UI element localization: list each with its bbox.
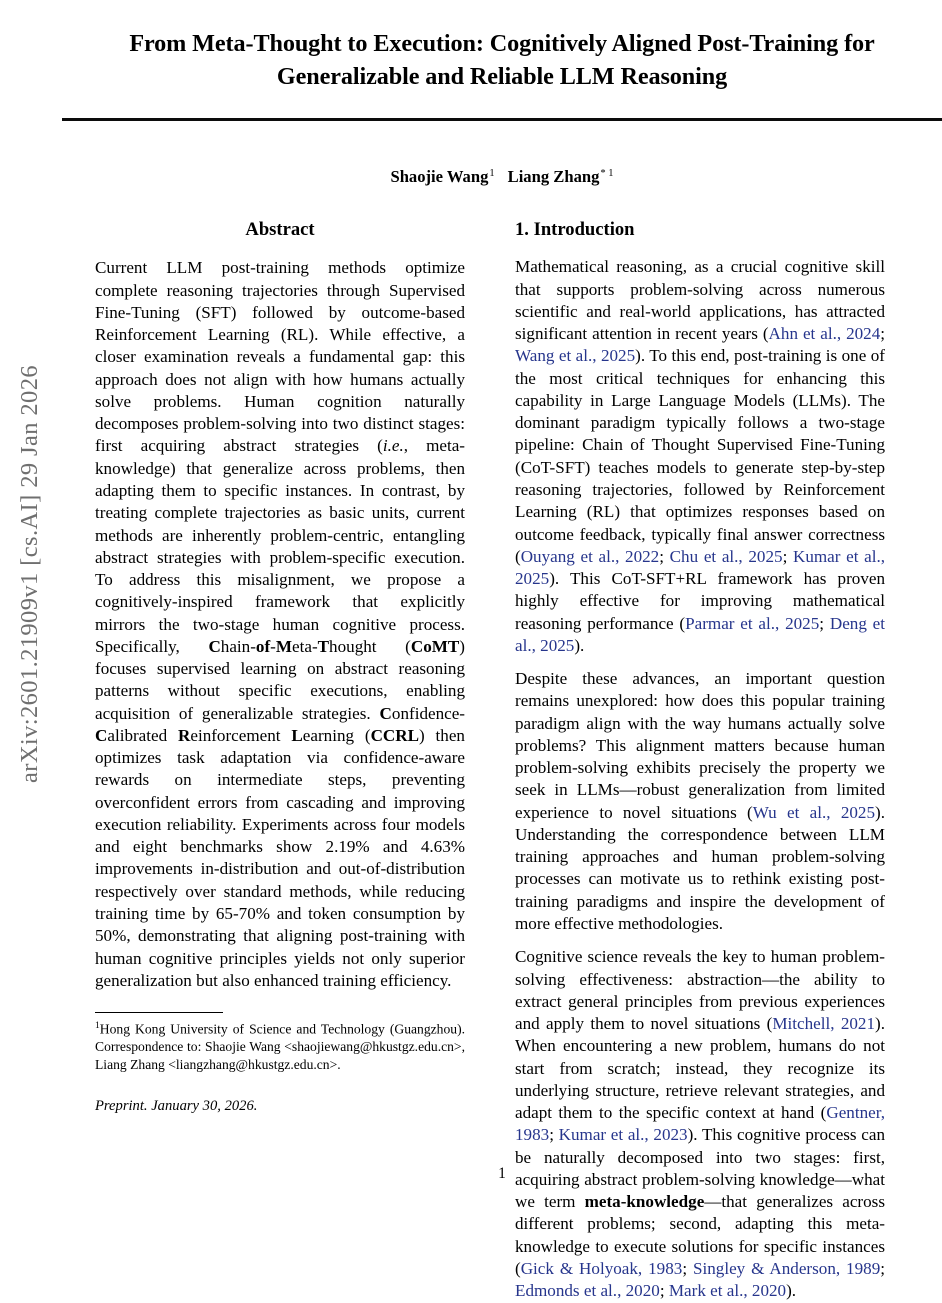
citation-ahn-2024[interactable]: Ahn et al., 2024 [768, 324, 881, 344]
abstract-bold-l: L [291, 725, 303, 745]
footnote-divider [95, 1012, 223, 1013]
intro-p3-text-g: ; [880, 1259, 885, 1278]
citation-parmar-2025[interactable]: Parmar et al., 2025 [685, 613, 820, 633]
intro-p1-text-g: ; [819, 613, 830, 633]
citation-kumar-2023[interactable]: Kumar et al., 2023 [558, 1125, 688, 1145]
abstract-text-part-6: hought ( [329, 636, 411, 656]
abstract-text-part-2: , meta-knowledge) that generalize across problems, then adapting them to specific instances. In contrast, by treating complete trajectories as basic units, current methods are inherently problem-centric, entangling abstract strategies with problem-specific execution. To address this misalignment, we propose a cognitively-inspired framework that explicitly mirrors the two-stage human cognitive process. Specifically, [95, 436, 465, 656]
abstract-text-part-11: earning ( [302, 725, 371, 745]
intro-p3-text-i: ). [786, 1281, 797, 1301]
paper-page [62, 0, 942, 1301]
citation-wu-2025[interactable]: Wu et al., 2025 [752, 802, 876, 822]
abstract-bold-r: R [178, 725, 191, 745]
citation-gick-holyoak-1983[interactable]: Gick & Holyoak, 1983 [520, 1259, 683, 1278]
intro-p2-text-a: Despite these advances, an important question remains unexplored: how does this popular training paradigm align with the way humans actually solve problems? This alignment matters because human problem-solving exhibits precisely the property we seek in LLMs—robust generalization from limited experience to novel situations ( [515, 669, 885, 822]
abstract-text-part-7: ) focuses supervised learning on abstract reasoning patterns without specific executions, enabling acquisition of generalizable strategies. [95, 636, 465, 723]
intro-p1-text-h: ). [574, 635, 585, 655]
abstract-italic-ie: i.e. [382, 436, 404, 456]
footnote-marker: 1 [95, 1020, 100, 1032]
title-block [62, 0, 942, 121]
intro-paragraph-1 [515, 256, 885, 657]
intro-p3-text-d: ). This cognitive process can be naturally decomposed into two stages: first, acquiring abstract problem-solving knowledge—what we term [515, 1125, 885, 1212]
citation-mitchell-2021[interactable]: Mitchell, 2021 [772, 1014, 876, 1034]
page-number: 1 [498, 1165, 506, 1182]
preprint-line: Preprint. January 30, 2026. [95, 1097, 258, 1114]
intro-p1-text-e: ; [782, 546, 793, 566]
abstract-bold-c: C [208, 636, 221, 656]
author-name-2: Liang Zhang [507, 167, 600, 187]
author-affiliation-mark-1: 1 [489, 167, 495, 179]
abstract-text-part-12: ) then optimizes task adaptation via confidence-aware rewards on intermediate steps, preventing overconfident errors from cascading and improving execution reliability. Experiments across four models and eight benchmarks show 2.19% and 4.63% improvements in-distribution and out-of-distribution respectively over standard methods, while reducing training time by 65-70% and token consumption by 50%, demonstrating that aligning post-training with human cognitive principles yields not only superior generalization but also enhanced training efficiency. [95, 725, 465, 990]
intro-p3-text-e: —that generalizes across different problems; second, adapting this meta-knowledge to execute solutions for specific instances ( [515, 1192, 885, 1278]
intro-paragraph-2 [515, 668, 885, 935]
abstract-text-part-8: onfidence- [391, 703, 465, 723]
footnote-text [95, 1020, 465, 1074]
intro-p3-text-a: Cognitive science reveals the key to human problem-solving effectiveness: abstraction—the ability to extract general principles from previous experiences and apply them to novel situations ( [515, 947, 885, 1034]
page-title: From Meta-Thought to Execution: Cognitively Aligned Post-Training for Generalizable and Reliable LLM Reasoning [129, 30, 875, 91]
abstract-text-part-5: eta- [292, 636, 318, 656]
intro-bold-meta-knowledge: meta-knowledge [584, 1192, 705, 1212]
intro-paragraph-3 [515, 946, 885, 1302]
abstract-bold-c2: C [379, 703, 392, 723]
citation-edmonds-2020[interactable]: Edmonds et al., 2020 [515, 1281, 660, 1301]
abstract-bold-t: T [317, 636, 330, 656]
footnote-body: Hong Kong University of Science and Technology (Guangzhou). Correspondence to: Shaojie Wang <shaojiewang@hkustgz.edu.cn>, Liang Zhang <liangzhang@hkustgz.edu.cn>. [95, 1021, 465, 1073]
abstract-bold-c3: C [95, 725, 108, 745]
intro-p3-text-c: ; [549, 1125, 559, 1145]
abstract-bold-m: M [275, 636, 293, 656]
citation-chu-2025[interactable]: Chu et al., 2025 [669, 546, 783, 566]
introduction-heading: 1. Introduction [515, 219, 635, 241]
citation-gentner-1983[interactable]: Gentner, 1983 [515, 1103, 885, 1145]
abstract-text-part-3: hain- [220, 636, 256, 656]
citation-ouyang-2022[interactable]: Ouyang et al., 2022 [520, 546, 660, 566]
author-list [62, 167, 942, 187]
citation-kumar-2025[interactable]: Kumar et al., 2025 [515, 546, 885, 589]
abstract-bold-of: of [255, 636, 271, 656]
right-column [515, 219, 885, 1302]
two-column-body [62, 219, 942, 1302]
footnote-area [95, 1012, 465, 1115]
arxiv-stamp-text: arXiv:2601.21909v1 [cs.AI] 29 Jan 2026 [16, 364, 43, 784]
intro-p1-text-c: ). To this end, post-training is one of the most critical techniques for enhancing this capability in Large Language Models (LLMs). The dominant paradigm typically follows a two-stage pipeline: Chain of Thought Supervised Fine-Tuning (CoT-SFT) teaches models to generate step-by-step reasoning trajectories, followed by Reinforcement Learning (RL) that optimizes responses based on outcome feedback, typically final answer correctness ( [515, 346, 885, 566]
title-divider [62, 118, 942, 121]
intro-p1-text-b: ; [880, 324, 886, 344]
author-affiliation-mark-2: * 1 [600, 167, 614, 179]
intro-p3-text-h: ; [659, 1281, 669, 1301]
arxiv-stamp [0, 0, 60, 1200]
left-column [95, 219, 465, 1115]
abstract-paragraph [95, 257, 465, 992]
abstract-bold-comt: CoMT [410, 636, 460, 656]
intro-p1-text-d: ; [659, 546, 670, 566]
citation-wang-2025[interactable]: Wang et al., 2025 [515, 346, 636, 366]
intro-p3-text-f: ; [682, 1259, 693, 1278]
intro-p3-text-b: ). When encountering a new problem, humans do not start from scratch; instead, they recognize its underlying structure, retrieve relevant strategies, and adapt them to the specific context at hand ( [515, 1014, 885, 1123]
author-name-1: Shaojie Wang [390, 167, 489, 187]
abstract-text-part-9: alibrated [107, 725, 178, 745]
citation-singley-anderson-1989[interactable]: Singley & Anderson, 1989 [692, 1259, 881, 1278]
intro-p2-text-b: ). Understanding the correspondence between LLM training approaches and human problem-solving processes can motivate us to rethink existing post-training paradigms and inspire the development of more effective methodologies. [515, 802, 885, 934]
intro-p1-text-a: Mathematical reasoning, as a crucial cognitive skill that supports problem-solving across numerous scientific and real-world applications, has attracted significant attention in recent years ( [515, 257, 885, 344]
abstract-bold-ccrl: CCRL [370, 725, 420, 745]
abstract-text-part-4: - [270, 636, 276, 656]
citation-mark-2020[interactable]: Mark et al., 2020 [668, 1281, 787, 1301]
intro-p1-text-f: ). This CoT-SFT+RL framework has proven highly effective for improving mathematical reasoning performance ( [515, 569, 885, 633]
citation-deng-2025[interactable]: Deng et al., 2025 [515, 613, 886, 655]
abstract-text-part-10: einforcement [190, 725, 292, 745]
abstract-heading: Abstract [245, 219, 315, 241]
abstract-text-part-1: Current LLM post-training methods optimize complete reasoning trajectories through Supervised Fine-Tuning (SFT) followed by outcome-based Reinforcement Learning (RL). While effective, a closer examination reveals a fundamental gap: this approach does not align with how humans actually solve problems. Human cognition naturally decomposes problem-solving into two distinct stages: first acquiring abstract strategies ( [95, 258, 465, 456]
